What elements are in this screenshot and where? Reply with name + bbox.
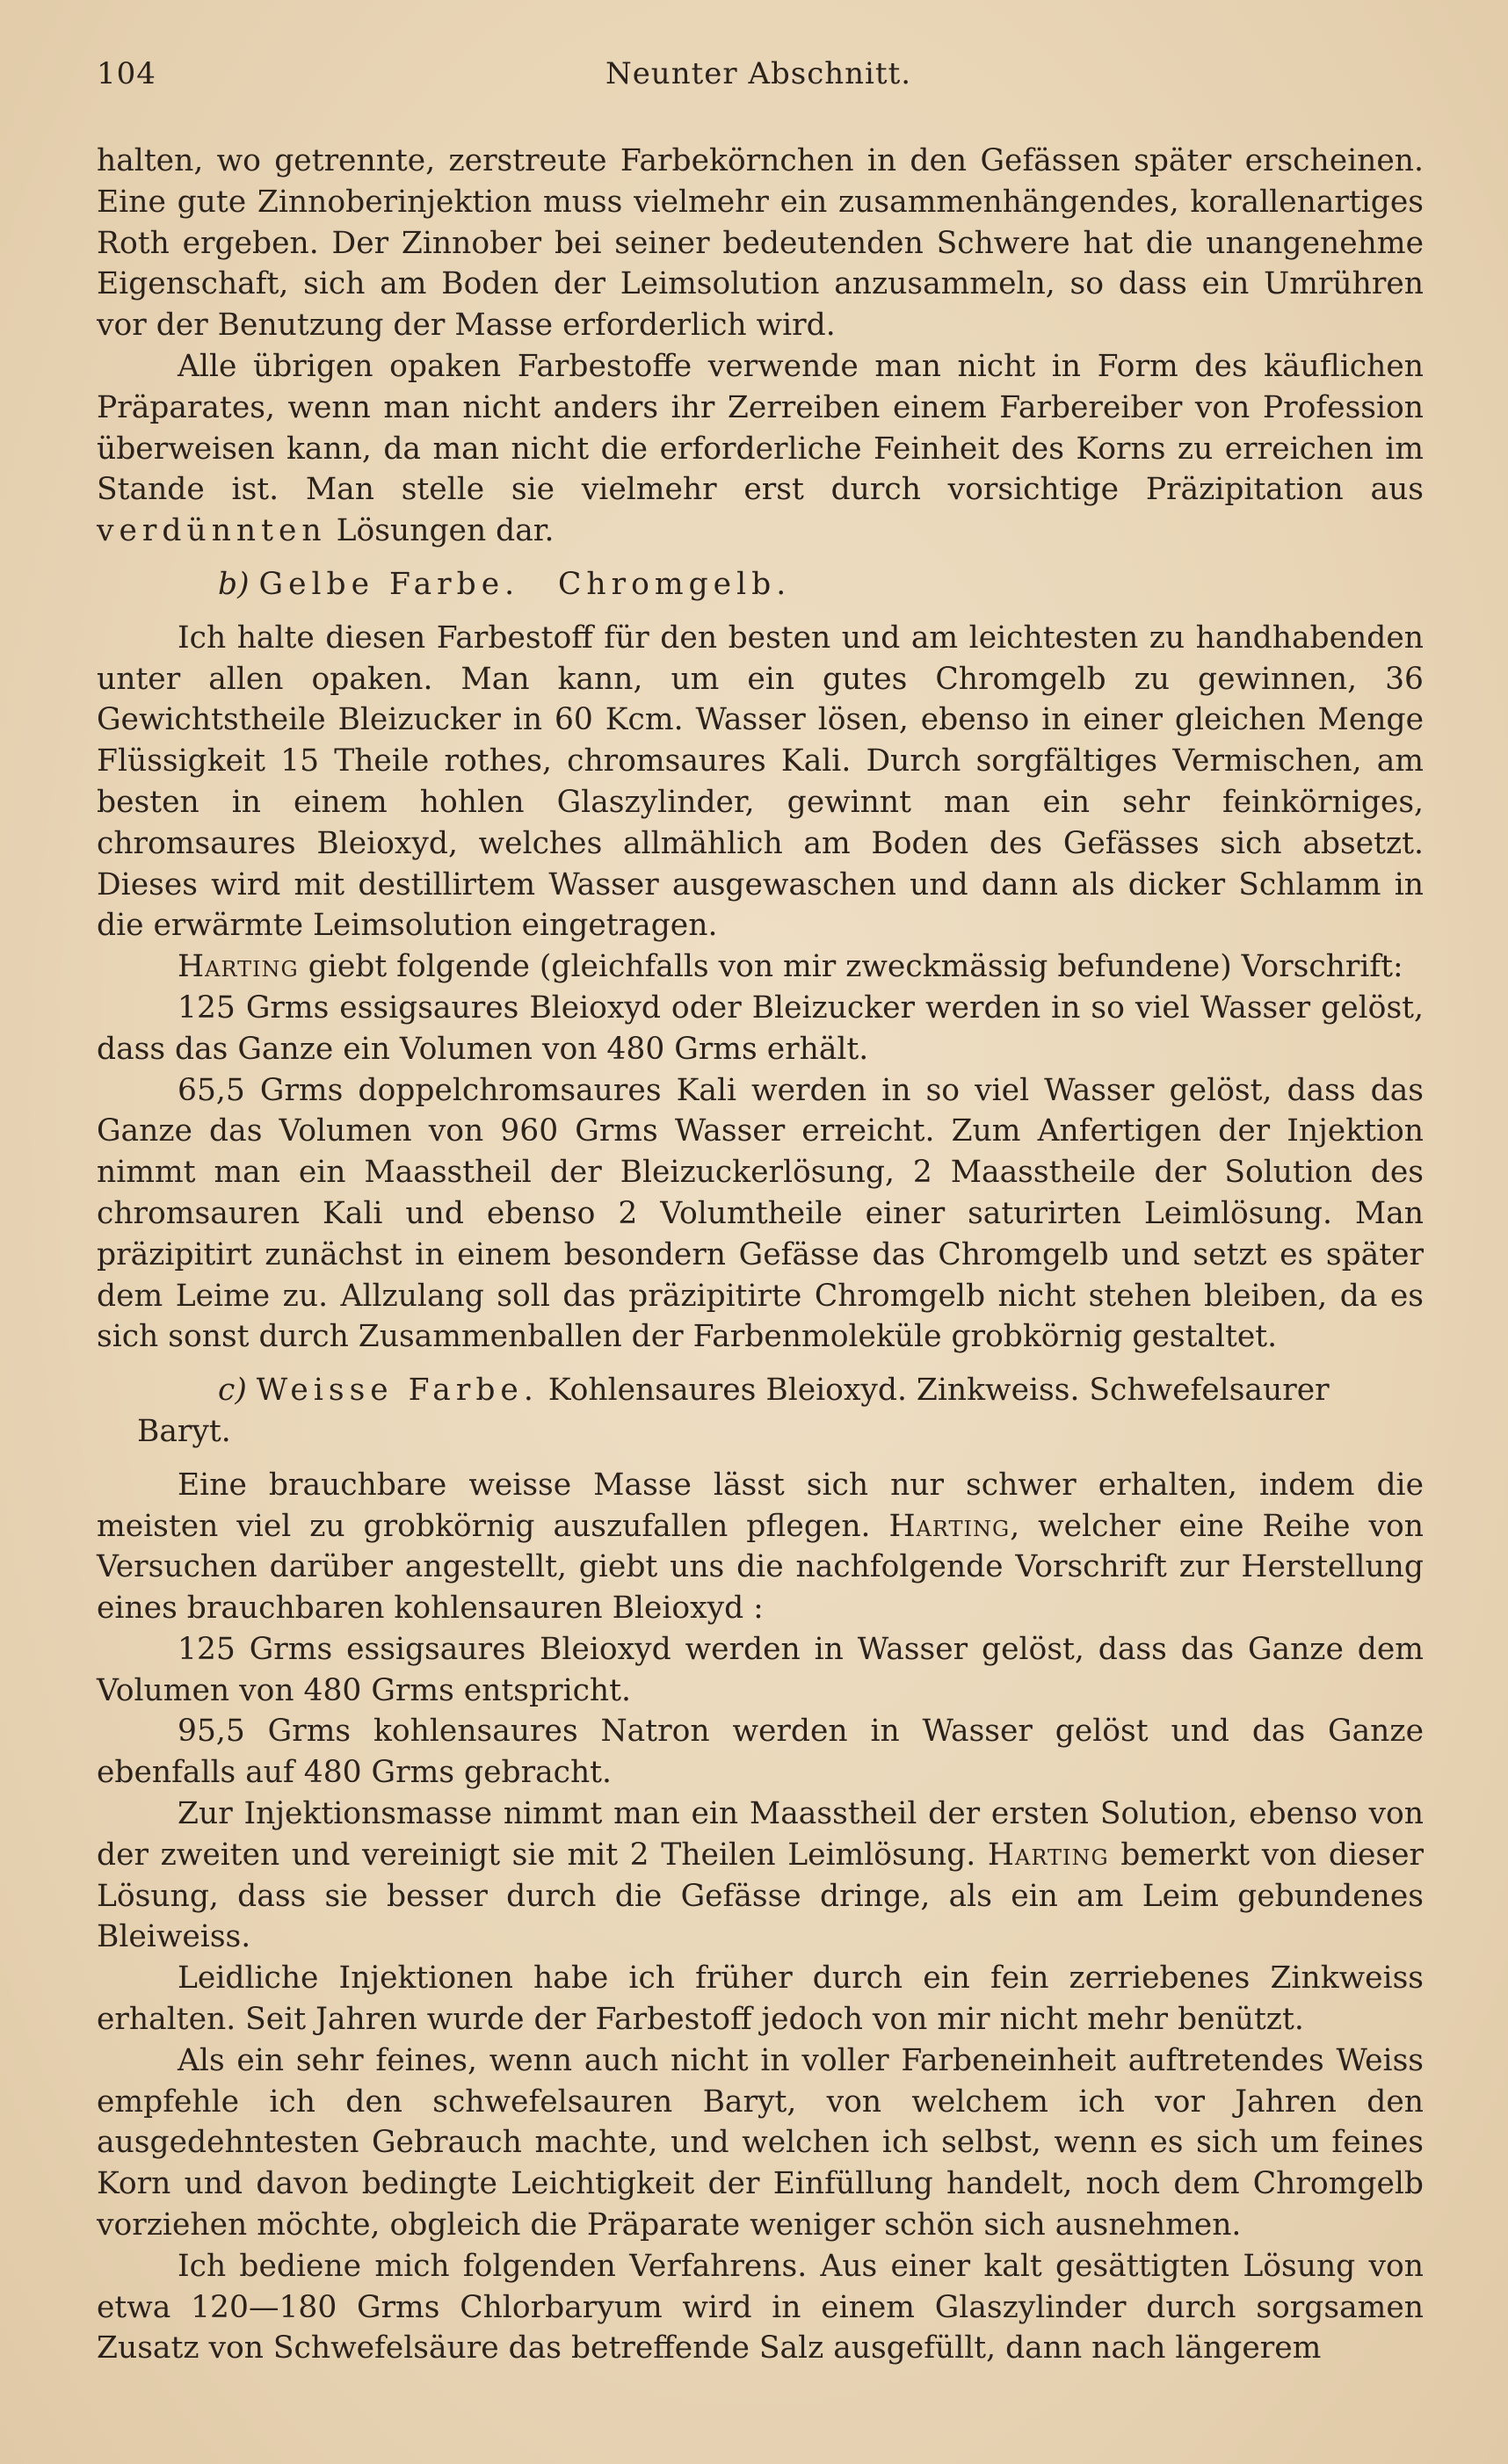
paragraph-text: Zur Injektionsmasse nimmt man ein Maasstheil der ersten Solution, ebenso von der zweiten und vereinigt sie mit 2 Theilen Leimlösung. — [97, 1796, 1424, 1873]
section-title: Weisse Farbe. — [256, 1373, 539, 1409]
page-body — [97, 141, 1424, 2369]
section-heading-white — [97, 1370, 1424, 1453]
author-name: Harting — [178, 949, 299, 985]
section-letter: c) — [218, 1373, 247, 1409]
section-letter: b) — [218, 566, 250, 602]
author-name: Harting — [888, 1508, 1011, 1544]
paragraph-opaque-dyes — [97, 346, 1424, 552]
running-head: Neunter Abschnitt. — [605, 56, 912, 91]
emphasis-spaced: verdünnten — [97, 513, 327, 549]
author-name: Harting — [987, 1837, 1109, 1873]
paragraph-text: Alle übrigen opaken Farbestoffe verwende man nicht in Form des käuflichen Präparates, wenn man nicht anders ihr Zerreiben einem Farbereiber von Profession überweisen kann, da man nicht die erforderliche Feinheit des Korns zu erreichen im Stande ist. Man stelle sie vielmehr erst durch vorsichtige Präzipitation aus — [97, 348, 1424, 508]
paragraph-procedure: Ich bediene mich folgenden Verfahrens. Aus einer kalt gesättigten Lösung von etwa 120—180 Grms Chlorbaryum wird in einem Glaszylinder durch sorgsamen Zusatz von Schwefelsäure das betreffende Salz ausgefüllt, dann nach längerem — [97, 2248, 1424, 2366]
paragraph-harting-recipe — [97, 946, 1424, 988]
section-title: Gelbe Farbe. — [258, 566, 520, 602]
paragraph-chromgelb: Ich halte diesen Farbestoff für den besten und am leichtesten zu handhabenden unter allen opaken. Man kann, um ein gutes Chromgelb zu gewinnen, 36 Gewichtstheile Bleizucker in 60 Kcm. Wasser lösen, ebenso in einer gleichen Menge Flüssigkeit 15 Theile rothes, chromsaures Kali. Durch sorgfältiges Vermischen, am besten in einem hohlen Glaszylinder, gewinnt man ein sehr feinkörniges, chromsaures Bleioxyd, welches allmählich am Boden des Gefässes sich absetzt. Dieses wird mit destillirtem Wasser ausgewaschen und dann als dicker Schlamm in die erwärmte Leimsolution eingetragen. — [97, 620, 1424, 944]
section-heading-yellow — [97, 564, 1424, 605]
paragraph-white-mass — [97, 1465, 1424, 1629]
section-subtitle: Chromgelb. — [558, 566, 792, 602]
paragraph-text: Lösungen dar. — [336, 513, 555, 549]
page-header — [97, 56, 1420, 100]
paragraph-recipe-step-1: 125 Grms essigsaures Bleioxyd oder Bleizucker werden in so viel Wasser gelöst, dass das Ganze ein Volumen von 480 Grms erhält. — [97, 989, 1424, 1067]
paragraph-injection-mass — [97, 1794, 1424, 1958]
paragraph-continuation: halten, wo getrennte, zerstreute Farbekörnchen in den Gefässen später erscheinen. Eine gute Zinnoberinjektion muss vielmehr ein zusammenhängendes, korallenartiges Roth ergeben. Der Zinnober bei seiner bedeutenden Schwere hat die unangenehme Eigenschaft, sich am Boden der Leimsolution anzusammeln, so dass ein Umrühren vor der Benutzung der Masse erforderlich wird. — [97, 143, 1424, 344]
paragraph-text: Eine brauchbare weisse Masse lässt sich nur schwer erhalten, indem die meisten viel zu grobkörnig auszufallen pflegen. — [97, 1467, 1424, 1544]
paragraph-white-step-1: 125 Grms essigsaures Bleioxyd werden in Wasser gelöst, dass das Ganze dem Volumen von 480 Grms entspricht. — [97, 1631, 1424, 1708]
paragraph-recipe-step-2: 65,5 Grms doppelchromsaures Kali werden in so viel Wasser gelöst, dass das Ganze das Volumen von 960 Grms Wasser erreicht. Zum Anfertigen der Injektion nimmt man ein Maasstheil der Bleizuckerlösung, 2 Maasstheile der Solution des chromsauren Kali und ebenso 2 Volumtheile einer saturirten Leimlösung. Man präzipitirt zunächst in einem besondern Gefässe das Chromgelb und setzt es später dem Leime zu. Allzulang soll das präzipitirte Chromgelb nicht stehen bleiben, da es sich sonst durch Zusammenballen der Farbenmoleküle grobkörnig gestaltet. — [97, 1072, 1424, 1355]
paragraph-text: bemerkt von dieser Lösung, dass sie besser durch die Gefässe dringe, als ein am Leim gebundenes Bleiweiss. — [97, 1837, 1425, 1955]
section-subtitle: Kohlensaures Bleioxyd. Zinkweiss. Schwefelsaurer Baryt. — [137, 1373, 1330, 1449]
page-number: 104 — [97, 56, 156, 91]
paragraph-text: , welcher eine Reihe von Versuchen darüber angestellt, giebt uns die nachfolgende Vorschrift zur Herstellung eines brauchbaren kohlensauren Bleioxyd : — [97, 1508, 1424, 1627]
paragraph-barium-sulfate: Als ein sehr feines, wenn auch nicht in voller Farbeneinheit auftretendes Weiss empfehle ich den schwefelsauren Baryt, von welchem ich vor Jahren den ausgedehntesten Gebrauch machte, und welchen ich selbst, wenn es sich um feines Korn und davon bedingte Leichtigkeit der Einfüllung handelt, noch dem Chromgelb vorziehen möchte, obgleich die Präparate weniger schön sich ausnehmen. — [97, 2042, 1424, 2243]
paragraph-text: giebt folgende (gleichfalls von mir zweckmässig befundene) Vorschrift: — [308, 949, 1403, 985]
paragraph-white-step-2: 95,5 Grms kohlensaures Natron werden in Wasser gelöst und das Ganze ebenfalls auf 480 Grms gebracht. — [97, 1714, 1424, 1791]
paragraph-zinc-white: Leidliche Injektionen habe ich früher durch ein fein zerriebenes Zinkweiss erhalten. Seit Jahren wurde der Farbestoff jedoch von mir nicht mehr benützt. — [97, 1960, 1424, 2038]
